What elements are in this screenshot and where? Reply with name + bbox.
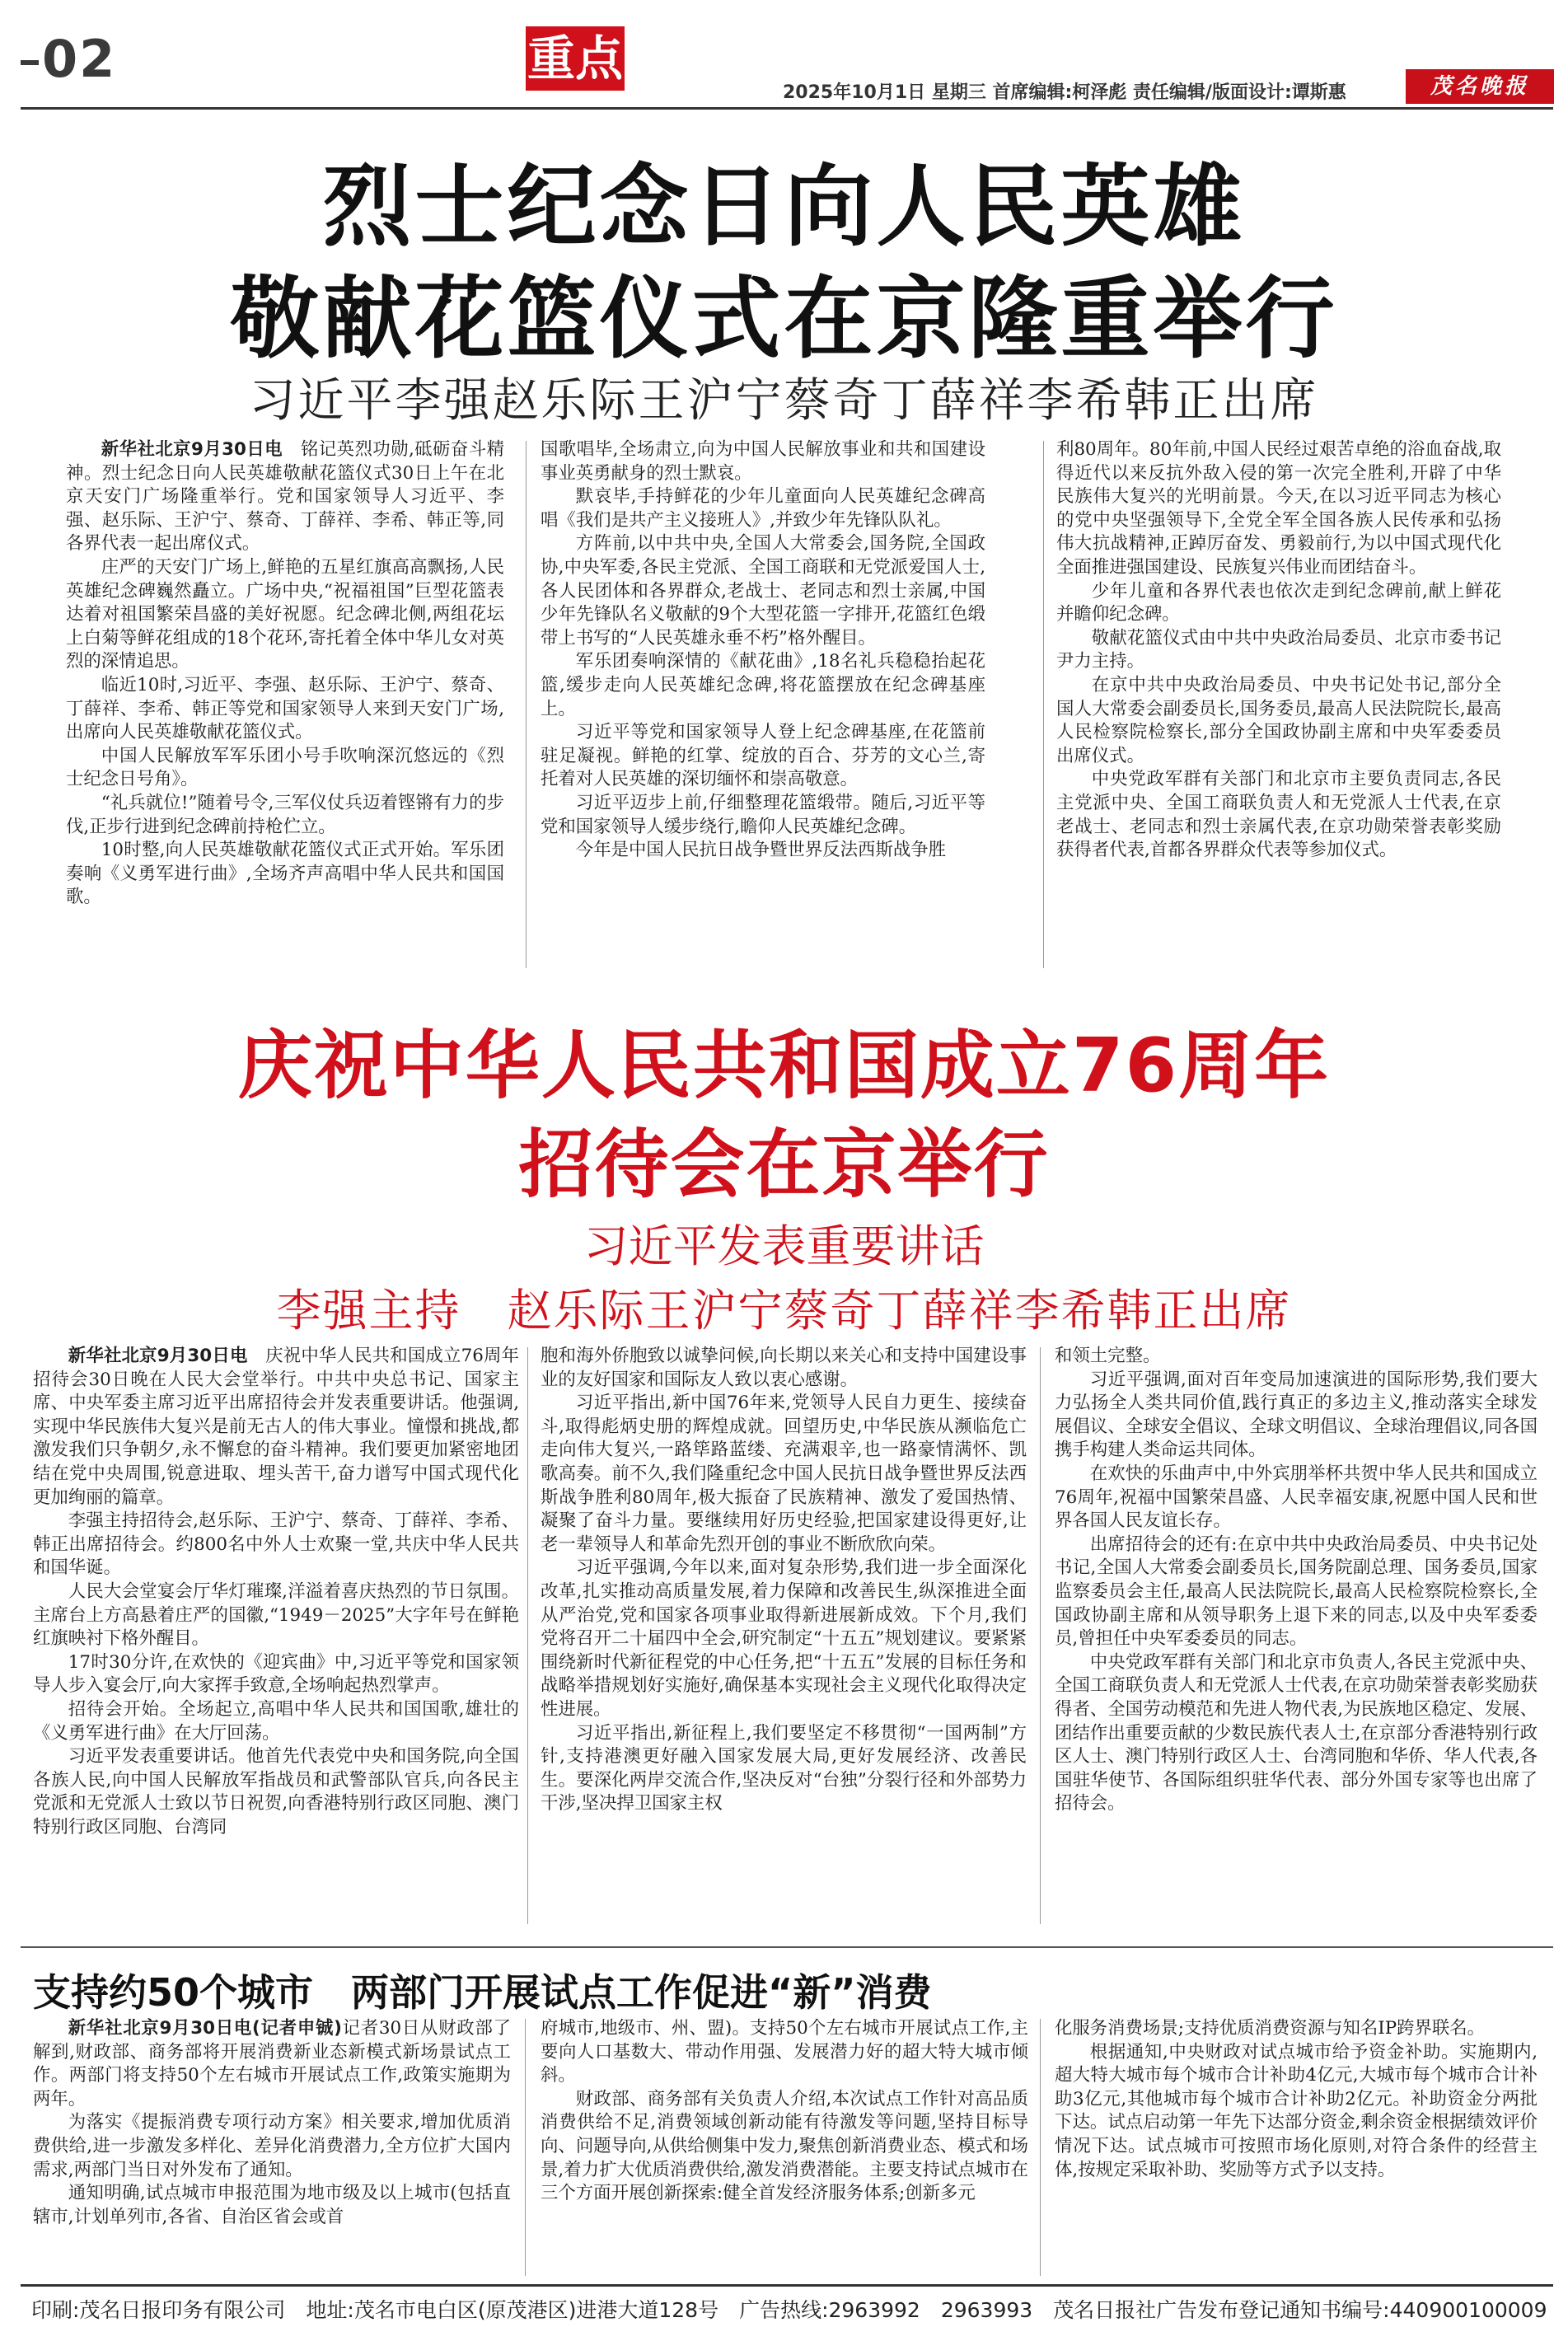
story2-column-3 (1055, 1345, 1538, 1930)
story1-paragraph: 在京中共中央政治局委员、中央书记处书记,部分全国人大常委会副委员长,国务委员,最高人民法院院长,最高人民检察院检察长,部分全国政协副主席和中央军委委员出席仪式。 (1056, 674, 1501, 766)
story1-dateline: 新华社北京9月30日电 (101, 439, 283, 460)
story1-paragraph: 国歌唱毕,全场肃立,向为中国人民解放事业和共和国建设事业英勇献身的烈士默哀。 (541, 439, 985, 484)
story2-paragraph: 习近平强调,今年以来,面对复杂形势,我们进一步全面深化改革,扎实推动高质量发展,着力保障和改善民生,纵深推进全面从严治党,党和国家各项事业取得新进展新成效。下个月,我们党将召开二十届四中全会,研究制定“十五五”规划建议。要紧紧围绕新时代新征程党的中心任务,把“十五五”发展的目标任务和战略举措规划好实施好,确保基本实现社会主义现代化取得决定性进展。 (541, 1557, 1027, 1720)
section-label: 重点 (526, 26, 625, 91)
story2-paragraph: 人民大会堂宴会厅华灯璀璨,洋溢着喜庆热烈的节日氛围。主席台上方高悬着庄严的国徽,“1949－2025”大字年号在鲜艳红旗映衬下格外醒目。 (33, 1580, 519, 1650)
column-divider (527, 1347, 528, 1924)
story2-dateline: 新华社北京9月30日电 (68, 1346, 248, 1366)
story3-paragraph: 新华社北京9月30日电(记者申铖)记者30日从财政部了解到,财政部、商务部将开展消费新业态新模式新场景试点工作。两部门将支持50个左右城市开展试点工作,政策实施期为两年。 (33, 2018, 511, 2109)
story3-headline: 支持约50个城市 两部门开展试点工作促进“新”消费 (33, 1970, 932, 2015)
story1-paragraph: “礼兵就位!”随着号令,三军仪仗兵迈着铿锵有力的步伐,正步行进到纪念碑前持枪伫立。 (66, 792, 504, 837)
story2-headline-line1: 庆祝中华人民共和国成立76周年 (237, 1023, 1331, 1109)
story1-column-1 (66, 438, 504, 974)
story2-column-1 (33, 1345, 519, 1930)
story2-paragraph: 中央党政军群有关部门和北京市负责人,各民主党派中央、全国工商联负责人和无党派人士代表,在京功勋荣誉表彰奖励获得者、全国劳动模范和先进人物代表,为民族地区稳定、发展、团结作出重要贡献的少数民族代表人士,在京部分香港特别行政区人士、澳门特别行政区人士、台湾同胞和华侨、华人代表,各国驻华使节、各国际组织驻华代表、部分外国专家等也出席了招待会。 (1055, 1651, 1538, 1814)
story2-column-2 (541, 1345, 1027, 1930)
story1-column-3 (1056, 438, 1501, 974)
story1-paragraph: 利80周年。80年前,中国人民经过艰苦卓绝的浴血奋战,取得近代以来反抗外敌入侵的第一次完全胜利,开辟了中华民族伟大复兴的光明前景。今天,在以习近平同志为核心的党中央坚强领导下,全党全军全国各族人民传承和弘扬伟大抗战精神,正踔厉奋发、勇毅前行,为以中国式现代化全面推进强国建设、民族复兴伟业而团结奋斗。 (1056, 439, 1501, 578)
column-divider (526, 441, 527, 968)
story1-paragraph: 中央党政军群有关部门和北京市主要负责同志,各民主党派中央、全国工商联负责人和无党派人士代表,在京老战士、老同志和烈士亲属代表,在京功勋荣誉表彰奖励获得者代表,首都各界群众代表等参加仪式。 (1056, 769, 1501, 861)
story2-paragraph: 招待会开始。全场起立,高唱中华人民共和国国歌,雄壮的《义勇军进行曲》在大厅回荡。 (33, 1698, 519, 1744)
story2-paragraph: 习近平指出,新中国76年来,党领导人民自力更生、接续奋斗,取得彪炳史册的辉煌成就。回望历史,中华民族从濒临危亡走向伟大复兴,一路筚路蓝缕、充满艰辛,也一路豪情满怀、凯歌高奏。前不久,我们隆重纪念中国人民抗日战争暨世界反法西斯战争胜利80周年,极大振奋了民族精神、激发了爱国热情、凝聚了奋斗力量。要继续用好历史经验,把国家建设得更好,让老一辈领导人和革命先烈开创的事业不断欣欣向荣。 (541, 1393, 1027, 1555)
story1-paragraph: 临近10时,习近平、李强、赵乐际、王沪宁、蔡奇、丁薛祥、李希、韩正等党和国家领导人来到天安门广场,出席向人民英雄敬献花篮仪式。 (66, 674, 504, 743)
story3-dateline: 新华社北京9月30日电(记者申铖) (68, 2018, 342, 2039)
story1-subhead: 习近平李强赵乐际王沪宁蔡奇丁薛祥李希韩正出席 (249, 374, 1319, 428)
story3-paragraph: 为落实《提振消费专项行动方案》相关要求,增加优质消费供给,进一步激发多样化、差异化消费潜力,全方位扩大国内需求,两部门当日对外发布了通知。 (33, 2112, 511, 2180)
story2-paragraph: 习近平强调,面对百年变局加速演进的国际形势,我们要大力弘扬全人类共同价值,践行真正的多边主义,推动落实全球发展倡议、全球安全倡议、全球文明倡议、全球治理倡议,同各国携手构建人类命运共同体。 (1055, 1369, 1538, 1461)
story1-headline-line1: 烈士纪念日向人民英雄 (322, 156, 1246, 259)
story1-paragraph: 方阵前,以中共中央,全国人大常委会,国务院,全国政协,中央军委,各民主党派、全国工商联和无党派爱国人士,各人民团体和各界群众,老战士、老同志和烈士亲属,中国少年先锋队名义敬献的9个大型花篮一字排开,花篮红色缎带上书写的“人民英雄永垂不朽”格外醒目。 (541, 533, 985, 648)
section-divider (21, 1946, 1553, 1948)
story1-paragraph: 少年儿童和各界代表也依次走到纪念碑前,献上鲜花并瞻仰纪念碑。 (1056, 580, 1501, 625)
story1-paragraph: 默哀毕,手持鲜花的少年儿童面向人民英雄纪念碑高唱《我们是共产主义接班人》,并致少年先锋队队礼。 (541, 486, 985, 531)
story2-paragraph: 习近平发表重要讲话。他首先代表党中央和国务院,向全国各族人民,向中国人民解放军指战员和武警部队官兵,向各民主党派和无党派人士致以节日祝贺,向香港特别行政区同胞、澳门特别行政区同胞、台湾同 (33, 1746, 519, 1838)
story3-paragraph: 通知明确,试点城市申报范围为地市级及以上城市(包括直辖市,计划单列市,各省、自治区省会或首 (33, 2183, 511, 2227)
story1-paragraph: 新华社北京9月30日电 铭记英烈功勋,砥砺奋斗精神。烈士纪念日向人民英雄敬献花篮仪式30日上午在北京天安门广场隆重举行。党和国家领导人习近平、李强、赵乐际、王沪宁、蔡奇、丁薛祥、李希、韩正等,同各界代表一起出席仪式。 (66, 439, 504, 555)
story2-paragraph: 习近平指出,新征程上,我们要坚定不移贯彻“一国两制”方针,支持港澳更好融入国家发展大局,更好发展经济、改善民生。要深化两岸交流合作,坚决反对“台独”分裂行径和外部势力干涉,坚决捍卫国家主权 (541, 1722, 1027, 1814)
story1-paragraph: 习近平等党和国家领导人登上纪念碑基座,在花篮前驻足凝视。鲜艳的红掌、绽放的百合、芬芳的文心兰,寄托着对人民英雄的深切缅怀和崇高敬意。 (541, 722, 985, 790)
story1-paragraph: 军乐团奏响深情的《献花曲》,18名礼兵稳稳抬起花篮,缓步走向人民英雄纪念碑,将花篮摆放在纪念碑基座上。 (541, 651, 985, 719)
story1-paragraph: 习近平迈步上前,仔细整理花篮缎带。随后,习近平等党和国家领导人缓步绕行,瞻仰人民英雄纪念碑。 (541, 792, 985, 837)
story3-paragraph: 府城市,地级市、州、盟)。支持50个左右城市开展试点工作,主要向人口基数大、带动作用强、发展潜力好的超大特大城市倾斜。 (541, 2018, 1028, 2086)
edition-info: 2025年10月1日 星期三 首席编辑:柯泽彪 责任编辑/版面设计:谭斯惠 (783, 82, 1346, 103)
story3-column-2 (541, 2017, 1028, 2279)
story2-subhead1: 习近平发表重要讲话 (583, 1220, 985, 1272)
story2-paragraph: 李强主持招待会,赵乐际、王沪宁、蔡奇、丁薛祥、李希、韩正出席招待会。约800名中外人士欢聚一堂,共庆中华人民共和国华诞。 (33, 1510, 519, 1579)
story1-headline-line2: 敬献花篮仪式在京隆重举行 (230, 268, 1338, 371)
column-divider (1043, 441, 1044, 968)
column-divider (525, 2019, 526, 2276)
column-divider (1040, 1347, 1041, 1924)
story3-paragraph: 财政部、商务部有关负责人介绍,本次试点工作针对高品质消费供给不足,消费领域创新动能有待激发等问题,坚持目标导向、问题导向,从供给侧集中发力,聚焦创新消费业态、模式和场景,着力扩大优质消费供给,激发消费潜能。主要支持试点城市在三个方面开展创新探索:健全首发经济服务体系;创新多元 (541, 2088, 1028, 2204)
story1-paragraph: 中国人民解放军军乐团小号手吹响深沉悠远的《烈士纪念日号角》。 (66, 745, 504, 790)
story2-subhead2: 李强主持 赵乐际王沪宁蔡奇丁薛祥李希韩正出席 (276, 1285, 1292, 1337)
footer-rule (21, 2284, 1553, 2287)
story3-column-3 (1055, 2017, 1538, 2279)
story2-paragraph: 出席招待会的还有:在京中共中央政治局委员、中央书记处书记,全国人大常委会副委员长,国务院副总理、国务委员,国家监察委员会主任,最高人民法院院长,最高人民检察院检察长,全国政协副主席和从领导职务上退下来的同志,以及中央军委委员,曾担任中央军委委员的同志。 (1055, 1533, 1538, 1650)
story3-paragraph: 化服务消费场景;支持优质消费资源与知名IP跨界联名。 (1055, 2018, 1486, 2039)
story1-paragraph: 敬献花篮仪式由中共中央政治局委员、北京市委书记尹力主持。 (1056, 627, 1501, 672)
story2-paragraph: 胞和海外侨胞致以诚挚问候,向长期以来关心和支持中国建设事业的友好国家和国际友人致以衷心感谢。 (541, 1346, 1027, 1390)
story1-paragraph: 10时整,向人民英雄敬献花篮仪式正式开始。军乐团奏响《义勇军进行曲》,全场齐声高唱中华人民共和国国歌。 (66, 840, 504, 908)
page-number: 02 (21, 29, 116, 89)
story2-paragraph: 在欢快的乐曲声中,中外宾朋举杯共贺中华人民共和国成立76周年,祝福中国繁荣昌盛、人民幸福安康,祝愿中国人民和世界各国人民友谊长存。 (1055, 1463, 1538, 1532)
paper-logo: 茂名晚报 (1406, 69, 1554, 104)
story2-headline-line2: 招待会在京举行 (518, 1121, 1050, 1208)
story1-column-2 (541, 438, 985, 974)
story1-paragraph: 庄严的天安门广场上,鲜艳的五星红旗高高飘扬,人民英雄纪念碑巍然矗立。广场中央,“祝福祖国”巨型花篮表达着对祖国繁荣昌盛的美好祝愿。纪念碑北侧,两组花坛上白菊等鲜花组成的18个花环,寄托着全体中华儿女对英烈的深情追思。 (66, 556, 504, 672)
story3-column-1 (33, 2017, 511, 2279)
column-divider (1040, 2019, 1041, 2276)
story1-paragraph: 今年是中国人民抗日战争暨世界反法西斯战争胜 (575, 840, 947, 861)
story2-paragraph: 和领土完整。 (1055, 1346, 1161, 1366)
header-rule (21, 107, 1553, 110)
story2-paragraph: 17时30分许,在欢快的《迎宾曲》中,习近平等党和国家领导人步入宴会厅,向大家挥手致意,全场响起热烈掌声。 (33, 1651, 519, 1697)
footer-info: 印刷:茂名日报印务有限公司 地址:茂名市电白区(原茂港区)进港大道128号 广告热线:2963992 2963993 茂名日报社广告发布登记通知书编号:440900100009 (31, 2298, 1547, 2322)
story3-paragraph: 根据通知,中央财政对试点城市给予资金补助。实施期内,超大特大城市每个城市合计补助4亿元,大城市每个城市合计补助3亿元,其他城市每个城市合计补助2亿元。补助资金分两批下达。试点启动第一年先下达部分资金,剩余资金根据绩效评价情况下达。试点城市可按照市场化原则,对符合条件的经营主体,按规定采取补助、奖励等方式予以支持。 (1055, 2041, 1538, 2180)
story2-paragraph: 新华社北京9月30日电 庆祝中华人民共和国成立76周年招待会30日晚在人民大会堂举行。中共中央总书记、国家主席、中央军委主席习近平出席招待会并发表重要讲话。他强调,实现中华民族伟大复兴是前无古人的伟大事业。憧憬和挑战,都激发我们只争朝夕,永不懈怠的奋斗精神。我们要更加紧密地团结在党中央周围,锐意进取、埋头苦干,奋力谱写中国式现代化更加绚丽的篇章。 (33, 1346, 519, 1508)
